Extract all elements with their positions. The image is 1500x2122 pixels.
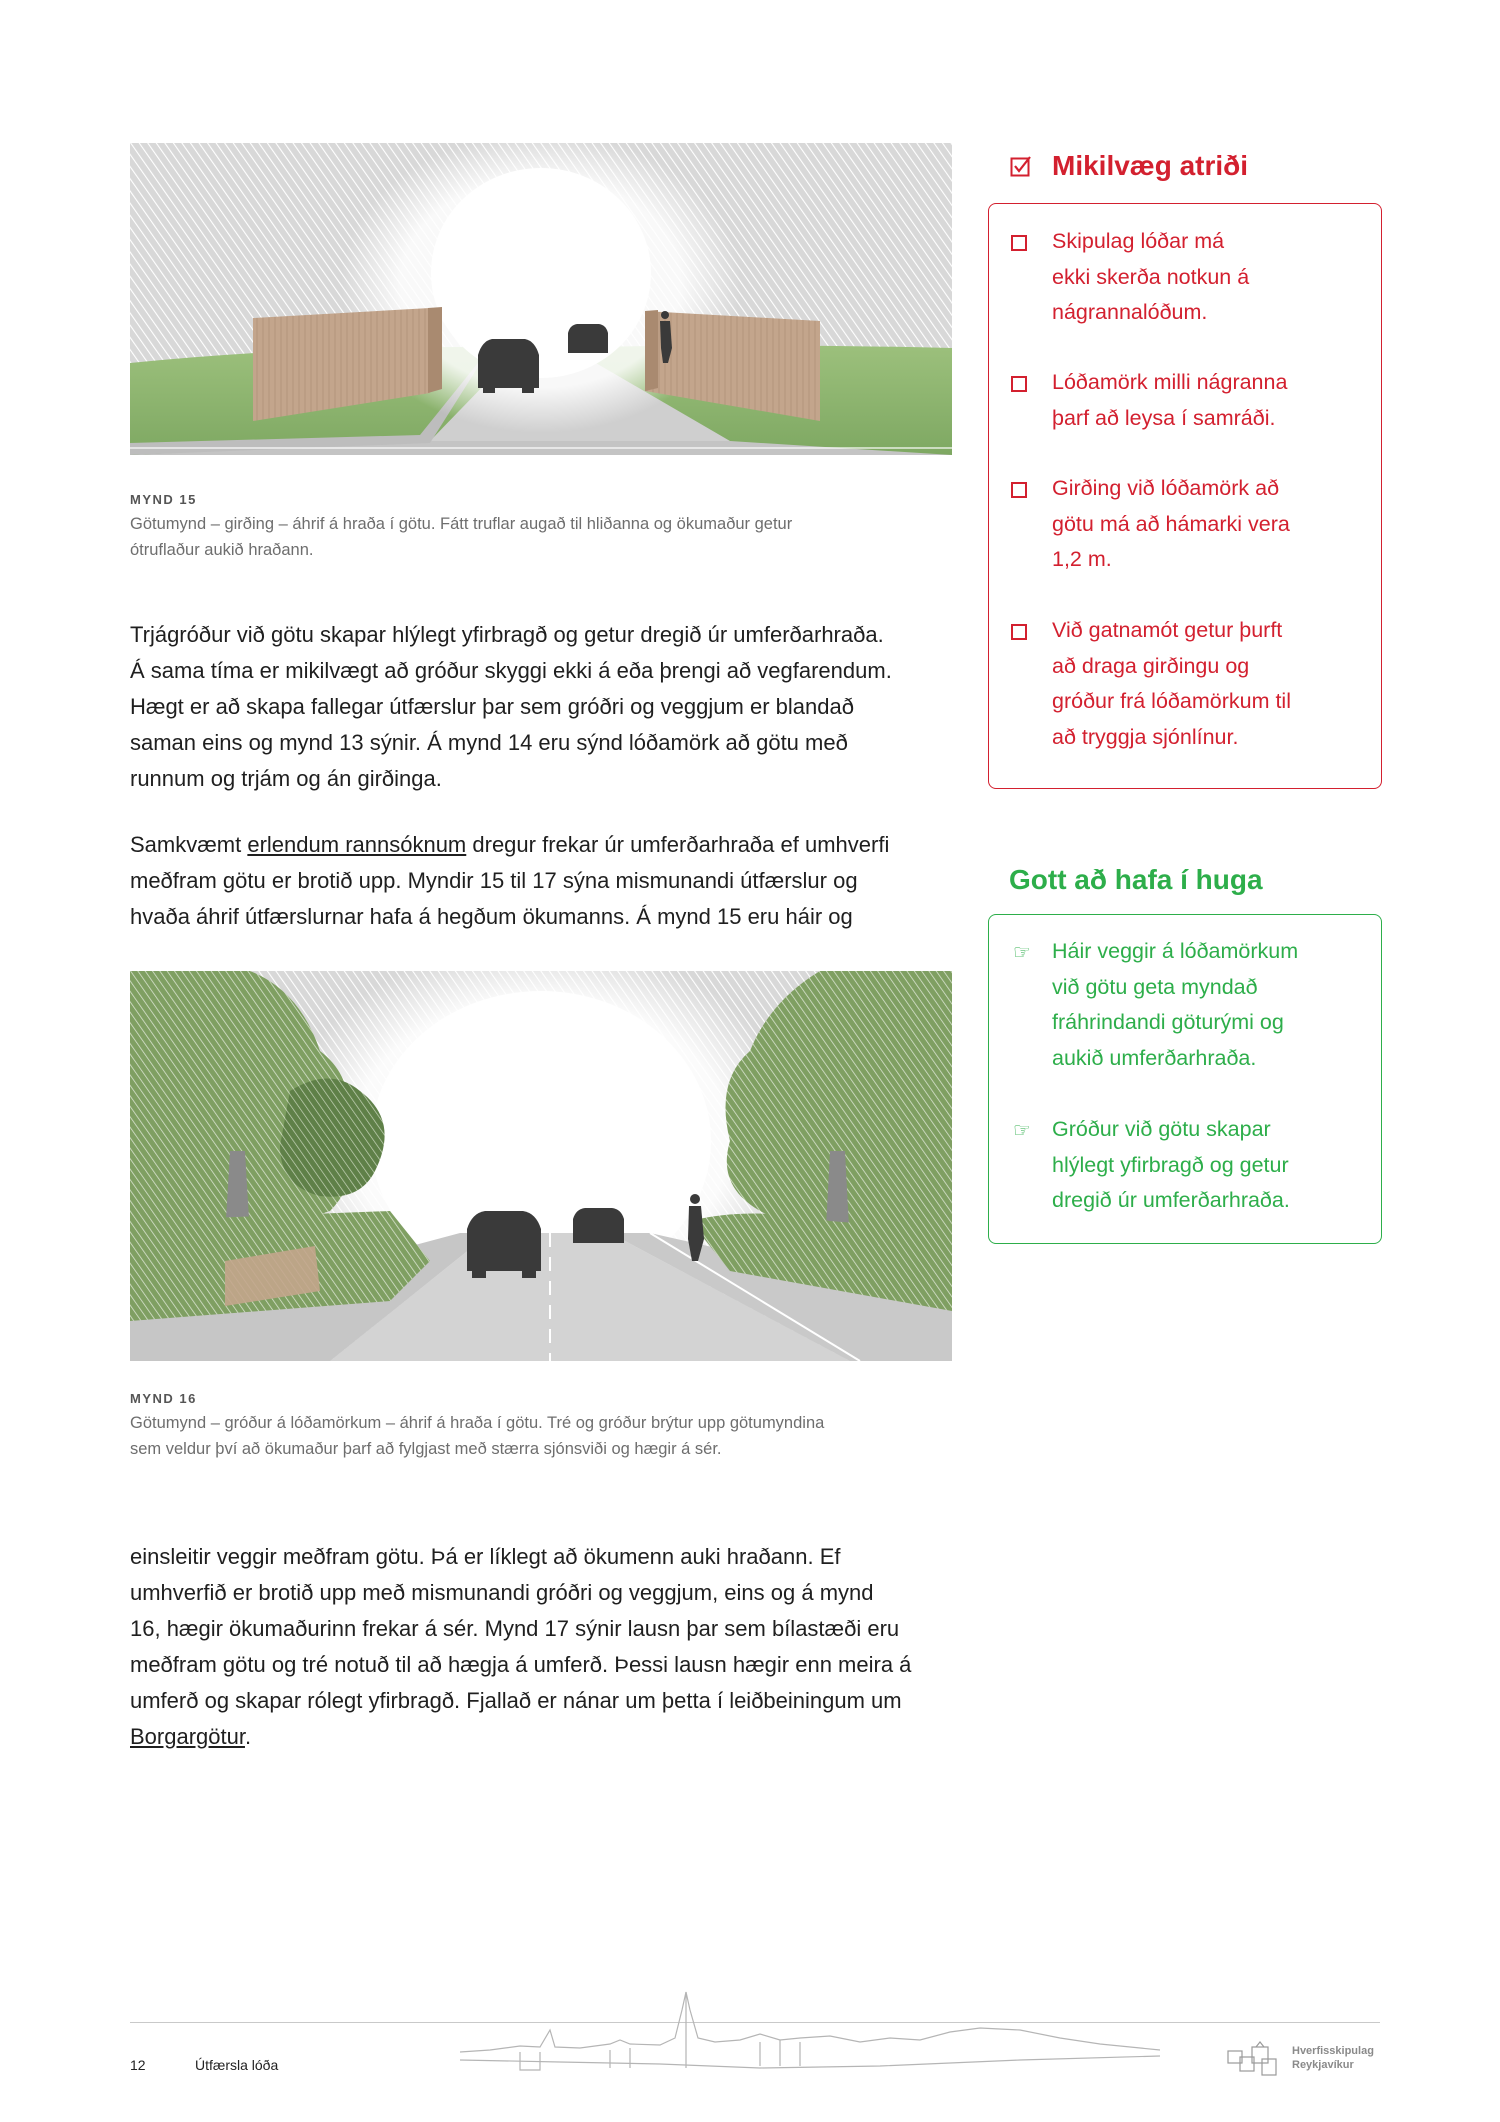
figure-16-image — [130, 971, 952, 1361]
checkbox-icon — [1011, 235, 1027, 251]
city-skyline-illustration — [460, 1990, 1160, 2080]
important-item-2: Lóðamörk milli nágranna þarf að leysa í samráði. — [1052, 370, 1288, 430]
paragraph-1-line: Á sama tíma er mikilvægt að gróður skyggi ekki á eða þrengi að vegfarendum. — [130, 658, 892, 683]
figure-15-label: MYND 15 — [130, 492, 197, 507]
important-item-1: Skipulag lóðar má ekki skerða notkun á nágrannalóðum. — [1052, 229, 1250, 324]
paragraph-3-line: umferð og skapar rólegt yfirbragð. Fjallað er nánar um þetta í leiðbeiningum um — [130, 1688, 902, 1713]
figure-16-label: MYND 16 — [130, 1391, 197, 1406]
paragraph-1-line: Trjágróður við götu skapar hlýlegt yfirbragð og getur dregið úr umferðarhraða. — [130, 622, 884, 647]
hverfisskipulag-logo-icon — [1226, 2041, 1288, 2079]
paragraph-3 — [130, 1539, 970, 1755]
paragraph-3-line: Borgargötur. — [130, 1724, 252, 1749]
paragraph-1-line: Hægt er að skapa fallegar útfærslur þar sem gróðri og veggjum er blandað — [130, 694, 854, 719]
figure-15-caption-line-1: Götumynd – girðing – áhrif á hraða í götu. Fátt truflar augað til hliðanna og ökumaður getur — [130, 515, 793, 533]
checkbox-icon — [1011, 482, 1027, 498]
erlendum-rannsoknum-link[interactable]: erlendum rannsóknum — [247, 832, 467, 857]
checkbox-checked-icon — [1010, 155, 1032, 177]
figure-16-caption-line-1: Götumynd – gróður á lóðamörkum – áhrif á hraða í götu. Tré og gróður brýtur upp götumyndina — [130, 1414, 825, 1432]
paragraph-3-line: einsleitir veggir meðfram götu. Þá er líklegt að ökumenn auki hraðann. Ef — [130, 1544, 841, 1569]
pointing-hand-icon: ☞ — [1013, 1120, 1031, 1142]
tips-box — [988, 914, 1382, 1244]
tips-title: Gott að hafa í huga — [1009, 864, 1263, 895]
paragraph-2-line: hvaða áhrif útfærslurnar hafa á hegðum ökumanns. Á mynd 15 eru háir og — [130, 904, 853, 929]
checkbox-icon — [1011, 624, 1027, 640]
paragraph-3-line: 16, hægir ökumaðurinn frekar á sér. Mynd 17 sýnir lausn þar sem bílastæði eru — [130, 1616, 900, 1641]
pointing-hand-icon: ☞ — [1013, 942, 1031, 964]
important-item-3: Girðing við lóðamörk að götu má að hámarki vera 1,2 m. — [1052, 476, 1290, 571]
hverfisskipulag-logo-text: Hverfisskipulag Reykjavíkur — [1292, 2045, 1374, 2071]
tip-item-1: Háir veggir á lóðamörkum við götu geta myndað fráhrindandi göturými og aukið umferðarhraða. — [1052, 939, 1299, 1070]
paragraph-1 — [130, 617, 970, 797]
paragraph-2 — [130, 827, 970, 935]
paragraph-3-line: meðfram götu og tré notuð til að hægja á umferð. Þessi lausn hægir enn meira á — [130, 1652, 912, 1677]
checkbox-icon — [1011, 376, 1027, 392]
page-number: 12 — [130, 2057, 146, 2073]
paragraph-1-line: runnum og trjám og án girðinga. — [130, 766, 442, 791]
borgargotur-link[interactable]: Borgargötur — [130, 1724, 245, 1749]
important-item-4: Við gatnamót getur þurft að draga girðingu og gróður frá lóðamörkum til að tryggja sjónlínur. — [1052, 618, 1291, 749]
section-name: Útfærsla lóða — [195, 2057, 279, 2073]
figure-15-image — [130, 143, 952, 455]
paragraph-2-line: meðfram götu er brotið upp. Myndir 15 til 17 sýna mismunandi útfærslur og — [130, 868, 858, 893]
figure-15-caption-line-2: ótruflaður aukið hraðann. — [130, 541, 314, 559]
tip-item-2: Gróður við götu skapar hlýlegt yfirbragð og getur dregið úr umferðarhraða. — [1052, 1117, 1290, 1212]
paragraph-3-line: umhverfið er brotið upp með mismunandi gróðri og veggjum, eins og á mynd — [130, 1580, 874, 1605]
important-points-title: Mikilvæg atriði — [1052, 150, 1249, 181]
paragraph-1-line: saman eins og mynd 13 sýnir. Á mynd 14 eru sýnd lóðamörk að götu með — [130, 730, 848, 755]
paragraph-2-line: Samkvæmt erlendum rannsóknum dregur frekar úr umferðarhraða ef umhverfi — [130, 832, 890, 857]
important-points-box — [988, 203, 1382, 789]
figure-16-caption-line-2: sem veldur því að ökumaður þarf að fylgjast með stærra sjónsviði og hægir á sér. — [130, 1440, 722, 1458]
